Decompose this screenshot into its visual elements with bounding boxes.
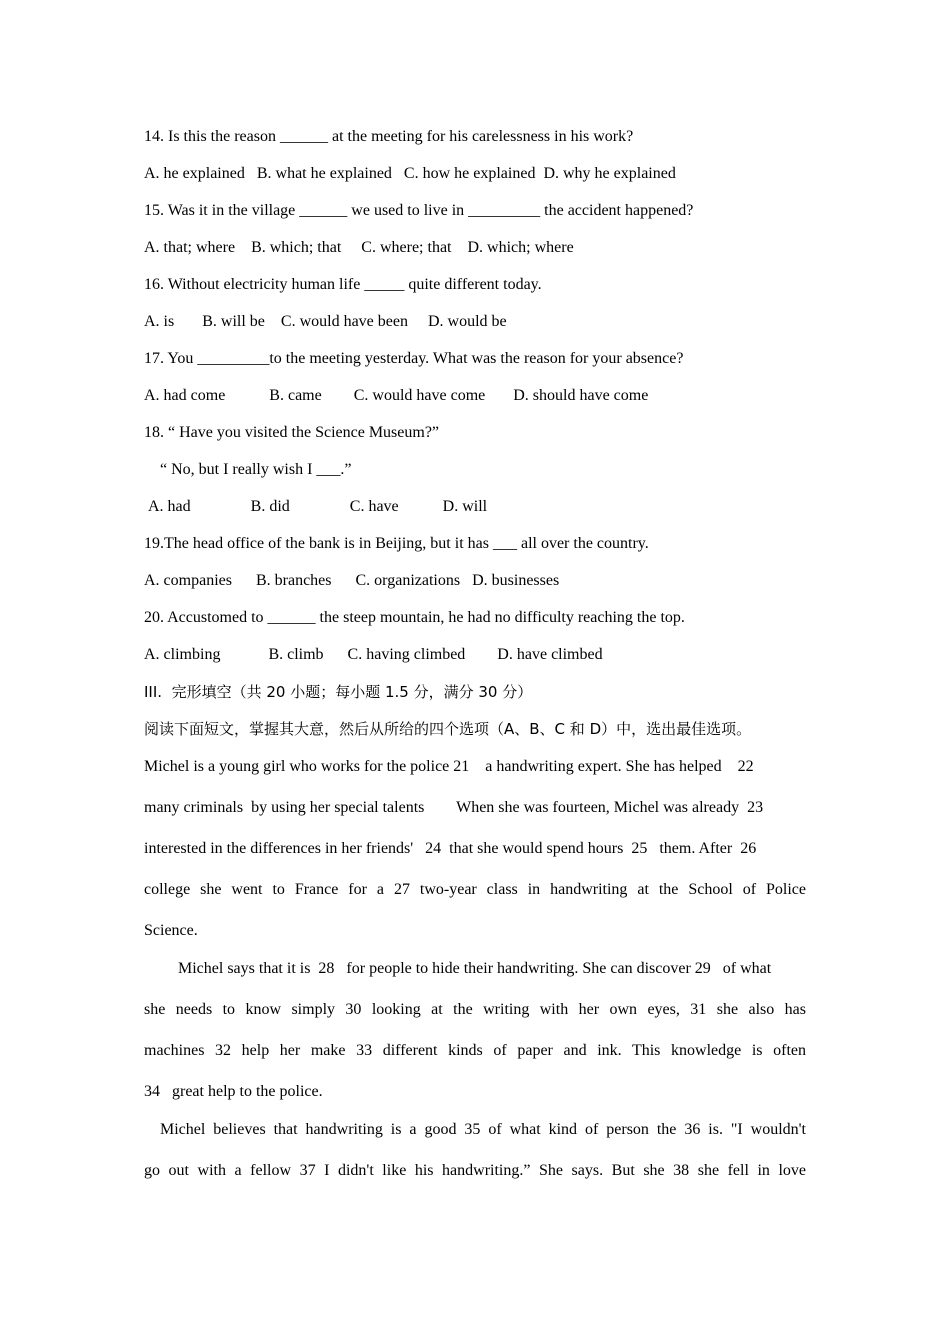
passage-line: go out with a fellow 37 I didn't like his handwriting.” She says. But she 38 she fell in love bbox=[144, 1162, 806, 1179]
passage-line: Michel believes that handwriting is a good 35 of what kind of person the 36 is. "I wouldn't bbox=[160, 1121, 806, 1138]
passage-line: interested in the differences in her friends' 24 that she would spend hours 25 them. After 26 bbox=[144, 840, 757, 857]
question-19-options: A. companies B. branches C. organizations D. businesses bbox=[144, 572, 560, 589]
section-instruction: 阅读下面短文，掌握其大意，然后从所给的四个选项（A、B、C 和 D）中，选出最佳选项。 bbox=[144, 720, 752, 738]
passage-line: many criminals by using her special talents When she was fourteen, Michel was already 23 bbox=[144, 799, 764, 816]
passage-line: Science. bbox=[144, 922, 198, 939]
passage-line: Michel is a young girl who works for the police 21 a handwriting expert. She has helped 22 bbox=[144, 758, 754, 775]
question-20-options: A. climbing B. climb C. having climbed D. have climbed bbox=[144, 646, 603, 663]
question-18: 18. “ Have you visited the Science Museum?” bbox=[144, 424, 440, 441]
passage-line: 34 great help to the police. bbox=[144, 1083, 323, 1100]
question-17-options: A. had come B. came C. would have come D. should have come bbox=[144, 387, 649, 404]
question-18-options: A. had B. did C. have D. will bbox=[148, 498, 488, 515]
question-20: 20. Accustomed to ______ the steep mountain, he had no difficulty reaching the top. bbox=[144, 609, 685, 626]
passage-line: college she went to France for a 27 two-year class in handwriting at the School of Police bbox=[144, 881, 806, 898]
section-heading: III. 完形填空（共 20 小题；每小题 1.5 分，满分 30 分） bbox=[144, 683, 533, 701]
question-14: 14. Is this the reason ______ at the meeting for his carelessness in his work? bbox=[144, 128, 634, 145]
passage-line: machines 32 help her make 33 different kinds of paper and ink. This knowledge is often bbox=[144, 1042, 806, 1059]
question-15: 15. Was it in the village ______ we used to live in _________ the accident happened? bbox=[144, 202, 694, 219]
question-14-options: A. he explained B. what he explained C. how he explained D. why he explained bbox=[144, 165, 676, 182]
question-16: 16. Without electricity human life _____ quite different today. bbox=[144, 276, 542, 293]
question-15-options: A. that; where B. which; that C. where; that D. which; where bbox=[144, 239, 574, 256]
passage-line: she needs to know simply 30 looking at the writing with her own eyes, 31 she also has bbox=[144, 1001, 806, 1018]
passage-line: Michel says that it is 28 for people to hide their handwriting. She can discover 29 of what bbox=[178, 960, 772, 977]
question-17: 17. You _________to the meeting yesterday. What was the reason for your absence? bbox=[144, 350, 684, 367]
question-18-reply: “ No, but I really wish I ___.” bbox=[160, 461, 352, 478]
question-19: 19.The head office of the bank is in Beijing, but it has ___ all over the country. bbox=[144, 535, 649, 552]
question-16-options: A. is B. will be C. would have been D. would be bbox=[144, 313, 507, 330]
